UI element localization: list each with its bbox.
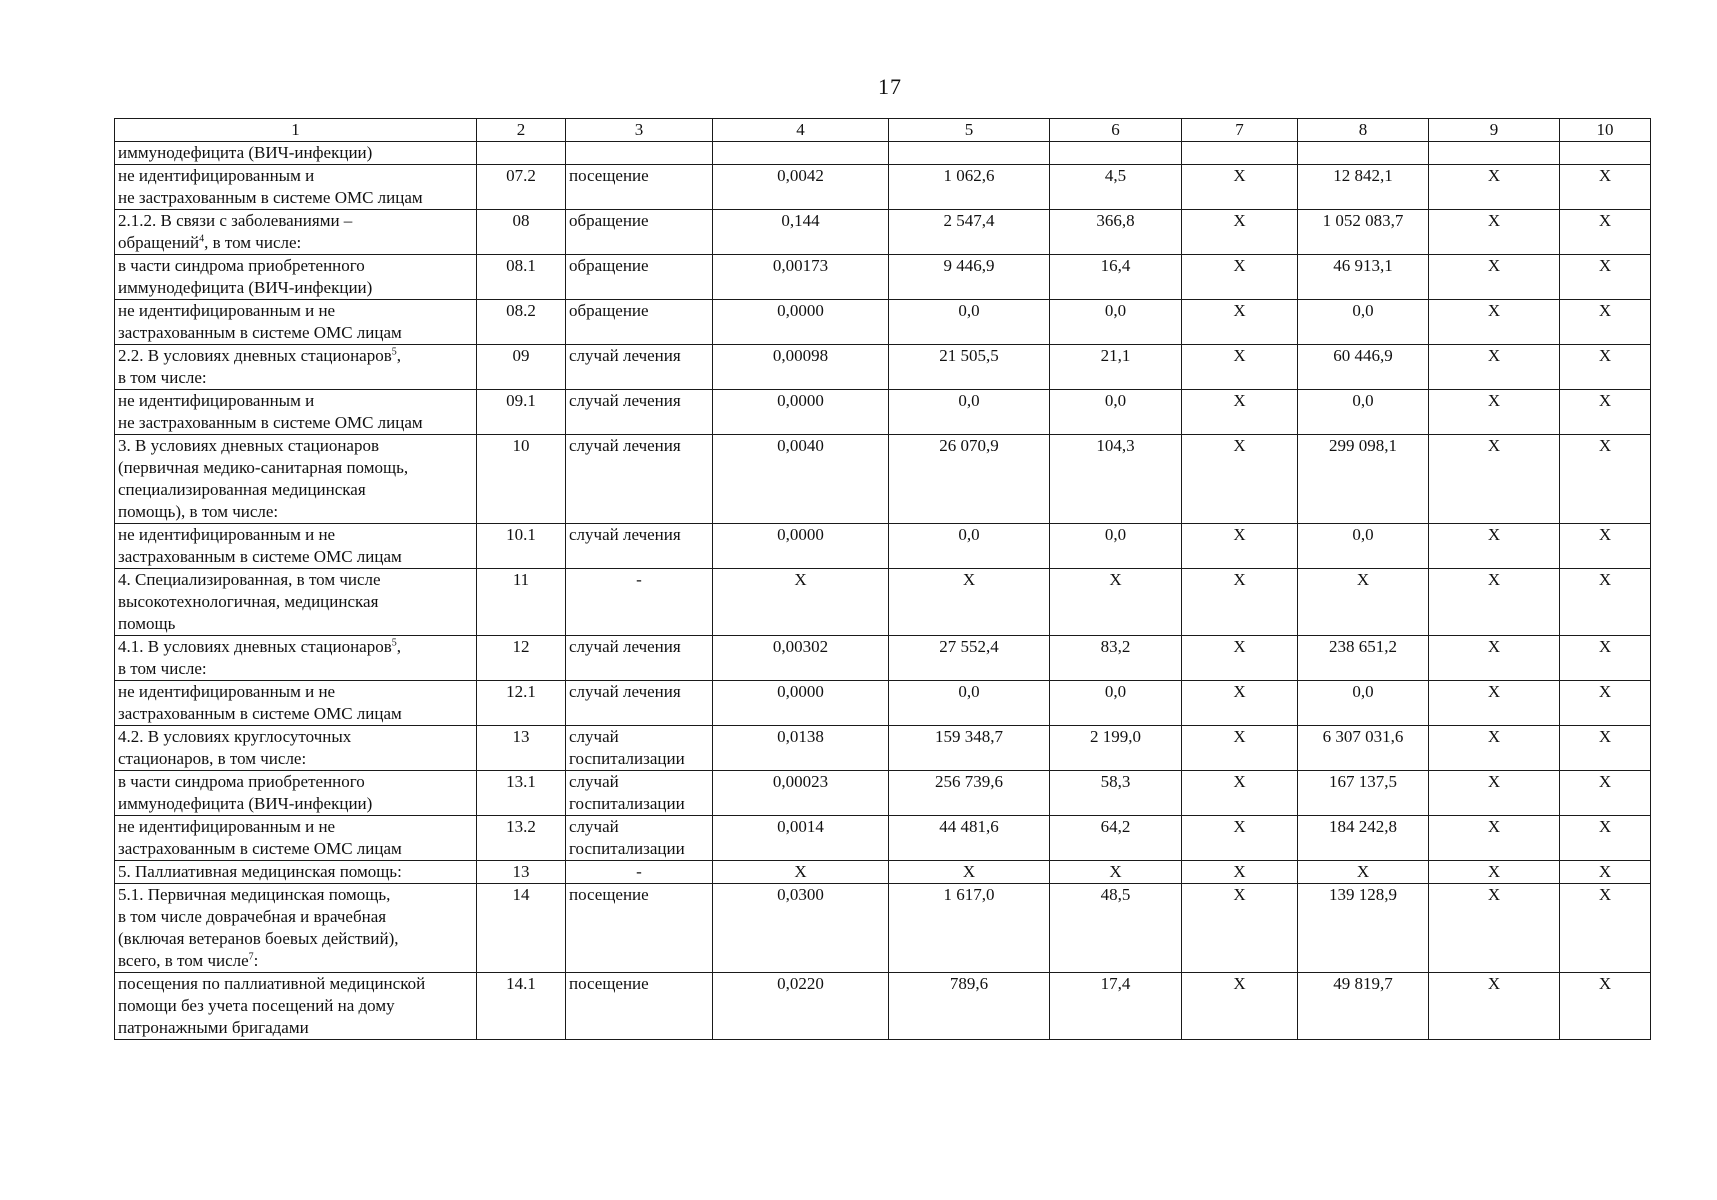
row-unit: - bbox=[566, 569, 713, 636]
column-header: 3 bbox=[566, 119, 713, 142]
column-header: 10 bbox=[1560, 119, 1651, 142]
row-value-c5: Х bbox=[889, 569, 1050, 636]
row-value-c8: 1 052 083,7 bbox=[1298, 210, 1429, 255]
header-row bbox=[115, 119, 1651, 142]
row-name bbox=[115, 390, 477, 435]
row-value-c8: 238 651,2 bbox=[1298, 636, 1429, 681]
row-value-c5: 44 481,6 bbox=[889, 816, 1050, 861]
row-value-c5: 0,0 bbox=[889, 300, 1050, 345]
column-header: 4 bbox=[713, 119, 889, 142]
row-name-text: 4.1. В условиях дневных стационаров bbox=[118, 637, 392, 656]
row-name-text: не идентифицированным и не застрахованным в системе ОМС лицам bbox=[118, 391, 423, 432]
row-value-c10: Х bbox=[1560, 884, 1651, 973]
row-value-c7: Х bbox=[1182, 435, 1298, 524]
row-name bbox=[115, 884, 477, 973]
row-value-c9: Х bbox=[1429, 681, 1560, 726]
row-value-c10: Х bbox=[1560, 861, 1651, 884]
row-name bbox=[115, 435, 477, 524]
table-row bbox=[115, 726, 1651, 771]
row-value-c9: Х bbox=[1429, 816, 1560, 861]
row-value-c9: Х bbox=[1429, 524, 1560, 569]
row-value-c4: 0,144 bbox=[713, 210, 889, 255]
row-name-text: 2.1.2. В связи с заболеваниями – обращений bbox=[118, 211, 353, 252]
row-value-c10 bbox=[1560, 142, 1651, 165]
row-value-c7: Х bbox=[1182, 884, 1298, 973]
row-value-c7 bbox=[1182, 142, 1298, 165]
row-unit bbox=[566, 142, 713, 165]
row-value-c7: Х bbox=[1182, 300, 1298, 345]
row-value-c8: 60 446,9 bbox=[1298, 345, 1429, 390]
row-code: 12 bbox=[477, 636, 566, 681]
row-value-c7: Х bbox=[1182, 726, 1298, 771]
row-unit: обращение bbox=[566, 210, 713, 255]
row-name-text: 4. Специализированная, в том числе высокотехнологичная, медицинская помощь bbox=[118, 570, 381, 633]
row-code: 10.1 bbox=[477, 524, 566, 569]
row-value-c7: Х bbox=[1182, 771, 1298, 816]
column-header: 1 bbox=[115, 119, 477, 142]
row-unit: случай лечения bbox=[566, 524, 713, 569]
row-value-c5: 1 062,6 bbox=[889, 165, 1050, 210]
row-name-text: 3. В условиях дневных стационаров (первичная медико-санитарная помощь, специализированная медицинская помощь), в том числе: bbox=[118, 436, 409, 521]
row-value-c5: 2 547,4 bbox=[889, 210, 1050, 255]
footnote-mark: 5 bbox=[391, 637, 397, 649]
row-name bbox=[115, 973, 477, 1040]
table-row bbox=[115, 300, 1651, 345]
row-code: 14 bbox=[477, 884, 566, 973]
table-row bbox=[115, 884, 1651, 973]
row-value-c5: Х bbox=[889, 861, 1050, 884]
row-value-c7: Х bbox=[1182, 973, 1298, 1040]
row-unit: случай лечения bbox=[566, 681, 713, 726]
table-row bbox=[115, 210, 1651, 255]
row-value-c7: Х bbox=[1182, 816, 1298, 861]
row-name-text: не идентифицированным и не застрахованным в системе ОМС лицам bbox=[118, 301, 402, 342]
row-name-text: не идентифицированным и не застрахованным в системе ОМС лицам bbox=[118, 525, 402, 566]
row-value-c8: 299 098,1 bbox=[1298, 435, 1429, 524]
row-value-c4: 0,0042 bbox=[713, 165, 889, 210]
row-unit: обращение bbox=[566, 255, 713, 300]
column-header: 2 bbox=[477, 119, 566, 142]
row-unit: случай лечения bbox=[566, 390, 713, 435]
row-value-c9: Х bbox=[1429, 390, 1560, 435]
row-name bbox=[115, 300, 477, 345]
row-code: 09 bbox=[477, 345, 566, 390]
row-name-text: 5.1. Первичная медицинская помощь, в том числе доврачебная и врачебная (включая ветеранов боевых действий), всего, в том числе bbox=[118, 885, 399, 970]
row-unit: посещение bbox=[566, 973, 713, 1040]
row-code: 11 bbox=[477, 569, 566, 636]
row-name bbox=[115, 726, 477, 771]
row-value-c7: Х bbox=[1182, 524, 1298, 569]
row-value-c6: 21,1 bbox=[1050, 345, 1182, 390]
row-value-c4: 0,00098 bbox=[713, 345, 889, 390]
row-value-c9: Х bbox=[1429, 861, 1560, 884]
row-code: 08.1 bbox=[477, 255, 566, 300]
row-name-text: не идентифицированным и не застрахованным в системе ОМС лицам bbox=[118, 682, 402, 723]
table-row bbox=[115, 345, 1651, 390]
row-name bbox=[115, 345, 477, 390]
row-value-c4: 0,0000 bbox=[713, 390, 889, 435]
row-value-c9: Х bbox=[1429, 636, 1560, 681]
row-value-c10: Х bbox=[1560, 165, 1651, 210]
row-name-text: 2.2. В условиях дневных стационаров bbox=[118, 346, 392, 365]
row-value-c10: Х bbox=[1560, 345, 1651, 390]
column-header: 6 bbox=[1050, 119, 1182, 142]
row-name-text: в части синдрома приобретенного иммунодефицита (ВИЧ-инфекции) bbox=[118, 772, 373, 813]
row-value-c6: 64,2 bbox=[1050, 816, 1182, 861]
row-value-c4: 0,0040 bbox=[713, 435, 889, 524]
row-value-c7: Х bbox=[1182, 861, 1298, 884]
row-value-c10: Х bbox=[1560, 816, 1651, 861]
row-value-c4: 0,00173 bbox=[713, 255, 889, 300]
row-unit: посещение bbox=[566, 165, 713, 210]
row-value-c7: Х bbox=[1182, 636, 1298, 681]
row-value-c7: Х bbox=[1182, 255, 1298, 300]
row-value-c9: Х bbox=[1429, 569, 1560, 636]
row-unit: случай госпитализации bbox=[566, 816, 713, 861]
row-code: 09.1 bbox=[477, 390, 566, 435]
row-name-text: иммунодефицита (ВИЧ-инфекции) bbox=[118, 143, 373, 162]
row-unit: случай лечения bbox=[566, 636, 713, 681]
row-value-c10: Х bbox=[1560, 771, 1651, 816]
row-value-c7: Х bbox=[1182, 210, 1298, 255]
row-value-c9: Х bbox=[1429, 165, 1560, 210]
row-value-c6: 366,8 bbox=[1050, 210, 1182, 255]
row-value-c8: Х bbox=[1298, 569, 1429, 636]
row-name bbox=[115, 142, 477, 165]
row-name-tail: , в том числе: bbox=[204, 233, 302, 252]
table-row bbox=[115, 390, 1651, 435]
row-value-c10: Х bbox=[1560, 973, 1651, 1040]
table-row bbox=[115, 165, 1651, 210]
row-value-c6: 83,2 bbox=[1050, 636, 1182, 681]
table-row bbox=[115, 435, 1651, 524]
row-value-c6: 104,3 bbox=[1050, 435, 1182, 524]
row-value-c4: 0,0014 bbox=[713, 816, 889, 861]
row-value-c10: Х bbox=[1560, 300, 1651, 345]
row-value-c6: 0,0 bbox=[1050, 300, 1182, 345]
row-name bbox=[115, 569, 477, 636]
row-value-c8: 6 307 031,6 bbox=[1298, 726, 1429, 771]
row-value-c8: 167 137,5 bbox=[1298, 771, 1429, 816]
row-value-c7: Х bbox=[1182, 390, 1298, 435]
row-value-c8: 46 913,1 bbox=[1298, 255, 1429, 300]
row-value-c8: 49 819,7 bbox=[1298, 973, 1429, 1040]
row-value-c6: 0,0 bbox=[1050, 390, 1182, 435]
table-row bbox=[115, 681, 1651, 726]
row-name-tail: , в том числе: bbox=[118, 637, 401, 678]
table-row bbox=[115, 569, 1651, 636]
row-value-c7: Х bbox=[1182, 681, 1298, 726]
row-value-c4: 0,0138 bbox=[713, 726, 889, 771]
row-value-c8 bbox=[1298, 142, 1429, 165]
row-value-c8: 0,0 bbox=[1298, 681, 1429, 726]
row-value-c7: Х bbox=[1182, 165, 1298, 210]
table-row bbox=[115, 636, 1651, 681]
table-row bbox=[115, 524, 1651, 569]
row-value-c6: 0,0 bbox=[1050, 524, 1182, 569]
row-value-c9: Х bbox=[1429, 255, 1560, 300]
row-value-c8: 0,0 bbox=[1298, 300, 1429, 345]
row-name-tail: , в том числе: bbox=[118, 346, 401, 387]
row-value-c9: Х bbox=[1429, 771, 1560, 816]
row-name-text: не идентифицированным и не застрахованным в системе ОМС лицам bbox=[118, 166, 423, 207]
row-name bbox=[115, 681, 477, 726]
row-code: 13.1 bbox=[477, 771, 566, 816]
row-name bbox=[115, 861, 477, 884]
row-value-c8: 12 842,1 bbox=[1298, 165, 1429, 210]
row-value-c10: Х bbox=[1560, 569, 1651, 636]
row-value-c4: 0,0000 bbox=[713, 681, 889, 726]
row-value-c6: 0,0 bbox=[1050, 681, 1182, 726]
row-name bbox=[115, 816, 477, 861]
row-value-c9: Х bbox=[1429, 210, 1560, 255]
row-value-c4: 0,00302 bbox=[713, 636, 889, 681]
row-name-tail: : bbox=[253, 951, 259, 970]
row-code: 10 bbox=[477, 435, 566, 524]
row-value-c9: Х bbox=[1429, 300, 1560, 345]
row-value-c9: Х bbox=[1429, 435, 1560, 524]
row-value-c4: Х bbox=[713, 861, 889, 884]
row-value-c8: 0,0 bbox=[1298, 524, 1429, 569]
row-value-c9: Х bbox=[1429, 726, 1560, 771]
table-row bbox=[115, 816, 1651, 861]
table-row bbox=[115, 861, 1651, 884]
row-value-c4: 0,00023 bbox=[713, 771, 889, 816]
page-number: 17 bbox=[878, 74, 902, 99]
row-code: 08 bbox=[477, 210, 566, 255]
row-name bbox=[115, 165, 477, 210]
row-value-c6: Х bbox=[1050, 861, 1182, 884]
row-unit: случай госпитализации bbox=[566, 726, 713, 771]
row-value-c8: 0,0 bbox=[1298, 390, 1429, 435]
row-value-c10: Х bbox=[1560, 255, 1651, 300]
row-value-c10: Х bbox=[1560, 524, 1651, 569]
row-unit: - bbox=[566, 861, 713, 884]
row-value-c5: 789,6 bbox=[889, 973, 1050, 1040]
row-code: 13 bbox=[477, 726, 566, 771]
row-value-c7: Х bbox=[1182, 345, 1298, 390]
row-value-c10: Х bbox=[1560, 435, 1651, 524]
row-value-c9 bbox=[1429, 142, 1560, 165]
row-code: 13 bbox=[477, 861, 566, 884]
row-value-c10: Х bbox=[1560, 681, 1651, 726]
row-value-c5: 159 348,7 bbox=[889, 726, 1050, 771]
row-value-c5: 9 446,9 bbox=[889, 255, 1050, 300]
footnote-mark: 7 bbox=[248, 951, 254, 963]
row-value-c4 bbox=[713, 142, 889, 165]
row-name bbox=[115, 210, 477, 255]
row-name bbox=[115, 524, 477, 569]
row-value-c5: 256 739,6 bbox=[889, 771, 1050, 816]
column-header: 9 bbox=[1429, 119, 1560, 142]
row-value-c4: Х bbox=[713, 569, 889, 636]
column-header: 8 bbox=[1298, 119, 1429, 142]
row-value-c10: Х bbox=[1560, 726, 1651, 771]
row-value-c5: 0,0 bbox=[889, 524, 1050, 569]
row-value-c5: 0,0 bbox=[889, 390, 1050, 435]
column-header: 7 bbox=[1182, 119, 1298, 142]
row-name bbox=[115, 636, 477, 681]
row-value-c5: 0,0 bbox=[889, 681, 1050, 726]
column-header: 5 bbox=[889, 119, 1050, 142]
row-name bbox=[115, 771, 477, 816]
row-value-c10: Х bbox=[1560, 210, 1651, 255]
row-value-c5 bbox=[889, 142, 1050, 165]
row-value-c6 bbox=[1050, 142, 1182, 165]
row-value-c6: 4,5 bbox=[1050, 165, 1182, 210]
row-value-c4: 0,0300 bbox=[713, 884, 889, 973]
row-value-c8: Х bbox=[1298, 861, 1429, 884]
row-value-c8: 139 128,9 bbox=[1298, 884, 1429, 973]
row-unit: обращение bbox=[566, 300, 713, 345]
row-value-c6: 48,5 bbox=[1050, 884, 1182, 973]
data-table bbox=[114, 118, 1651, 1040]
row-value-c9: Х bbox=[1429, 973, 1560, 1040]
row-name bbox=[115, 255, 477, 300]
row-code bbox=[477, 142, 566, 165]
footnote-mark: 4 bbox=[199, 233, 205, 245]
row-value-c9: Х bbox=[1429, 884, 1560, 973]
row-code: 07.2 bbox=[477, 165, 566, 210]
row-value-c6: Х bbox=[1050, 569, 1182, 636]
row-value-c6: 16,4 bbox=[1050, 255, 1182, 300]
row-name-text: 5. Паллиативная медицинская помощь: bbox=[118, 862, 402, 881]
row-value-c6: 2 199,0 bbox=[1050, 726, 1182, 771]
row-value-c6: 17,4 bbox=[1050, 973, 1182, 1040]
row-value-c7: Х bbox=[1182, 569, 1298, 636]
table-row bbox=[115, 255, 1651, 300]
row-value-c4: 0,0000 bbox=[713, 300, 889, 345]
row-name-text: посещения по паллиативной медицинской помощи без учета посещений на дому патронажными бригадами bbox=[118, 974, 426, 1037]
row-unit: случай лечения bbox=[566, 435, 713, 524]
row-value-c5: 21 505,5 bbox=[889, 345, 1050, 390]
row-value-c5: 27 552,4 bbox=[889, 636, 1050, 681]
row-name-text: не идентифицированным и не застрахованным в системе ОМС лицам bbox=[118, 817, 402, 858]
table-row bbox=[115, 771, 1651, 816]
row-value-c5: 1 617,0 bbox=[889, 884, 1050, 973]
row-unit: случай лечения bbox=[566, 345, 713, 390]
row-name-text: 4.2. В условиях круглосуточных стационаров, в том числе: bbox=[118, 727, 352, 768]
row-value-c9: Х bbox=[1429, 345, 1560, 390]
row-unit: посещение bbox=[566, 884, 713, 973]
row-value-c4: 0,0000 bbox=[713, 524, 889, 569]
row-value-c10: Х bbox=[1560, 636, 1651, 681]
row-name-text: в части синдрома приобретенного иммунодефицита (ВИЧ-инфекции) bbox=[118, 256, 373, 297]
row-unit: случай госпитализации bbox=[566, 771, 713, 816]
row-code: 14.1 bbox=[477, 973, 566, 1040]
row-value-c8: 184 242,8 bbox=[1298, 816, 1429, 861]
table-row bbox=[115, 142, 1651, 165]
row-value-c5: 26 070,9 bbox=[889, 435, 1050, 524]
row-value-c10: Х bbox=[1560, 390, 1651, 435]
row-code: 13.2 bbox=[477, 816, 566, 861]
row-code: 12.1 bbox=[477, 681, 566, 726]
table-row bbox=[115, 973, 1651, 1040]
footnote-mark: 5 bbox=[391, 346, 397, 358]
row-code: 08.2 bbox=[477, 300, 566, 345]
row-value-c6: 58,3 bbox=[1050, 771, 1182, 816]
row-value-c4: 0,0220 bbox=[713, 973, 889, 1040]
